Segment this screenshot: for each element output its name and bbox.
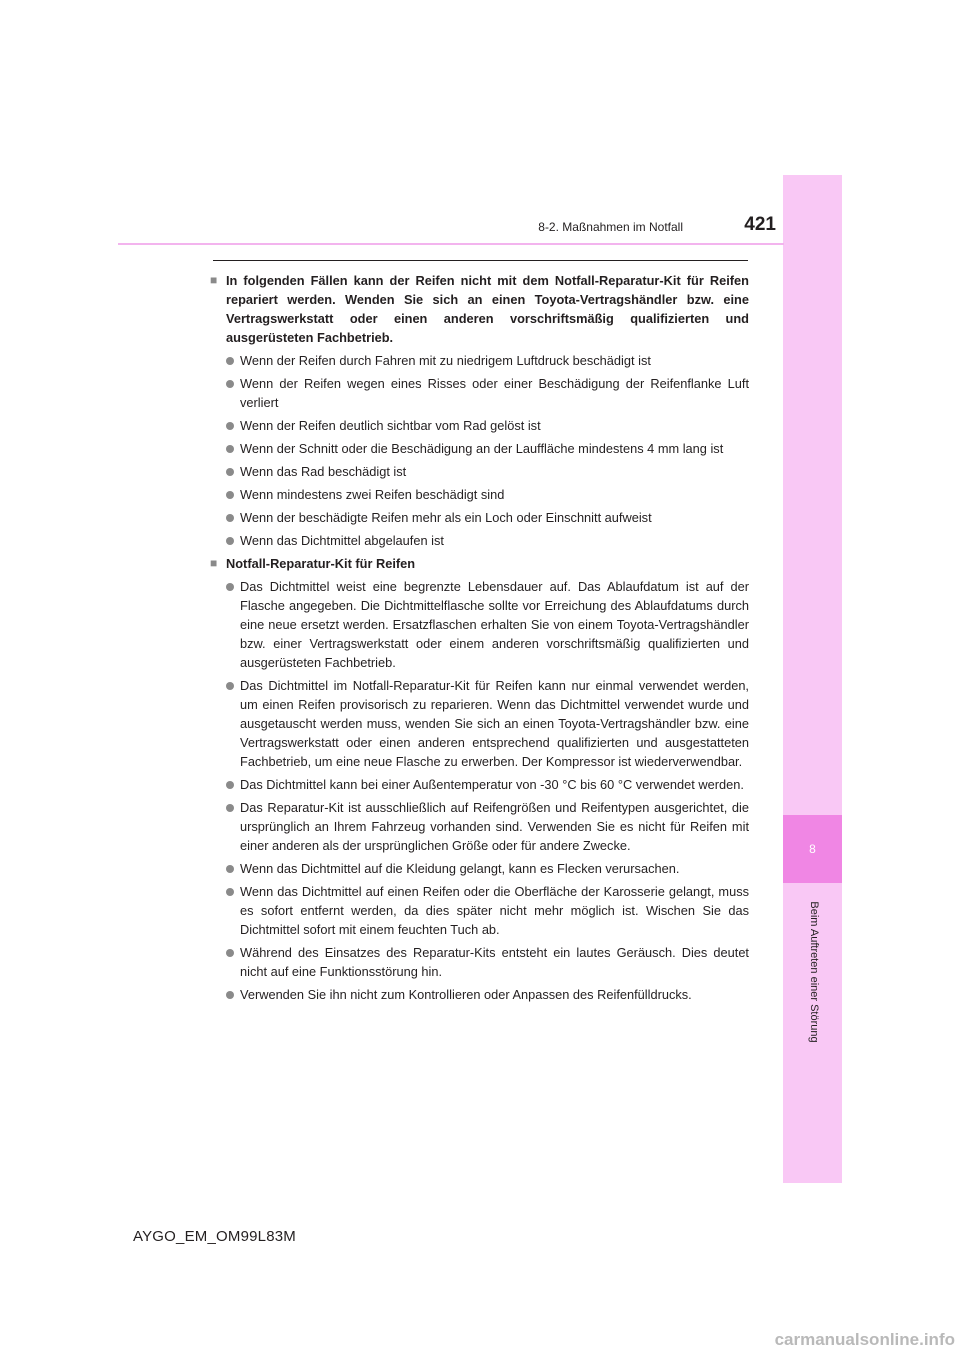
- list-item: Das Reparatur-Kit ist ausschließlich auf Reifengrößen und Reifentypen ausgerichtet, die ursprünglich an Ihrem Fahrzeug vorhanden sind. Verwenden Sie es nicht für Reifen mit einer anderen als der ursprünglichen Größe oder für andere Zwecke.: [210, 798, 749, 855]
- heading-text: In folgenden Fällen kann der Reifen nicht mit dem Notfall-Reparatur-Kit für Reifen repariert werden. Wenden Sie sich an einen Toyota-Vertragshändler bzw. eine Vertragswerkstatt oder einen anderen vorschriftsmäßig qualifizierten und ausgerüsteten Fachbetrieb.: [226, 273, 749, 345]
- list-item: Wenn der Schnitt oder die Beschädigung an der Lauffläche mindestens 4 mm lang ist: [210, 439, 749, 458]
- list-item: Wenn das Dichtmittel auf einen Reifen oder die Oberfläche der Karosserie gelangt, muss es sofort entfernt werden, da dies später nicht mehr möglich ist. Wischen Sie das Dichtmittel sofort mit einem feuchten Tuch ab.: [210, 882, 749, 939]
- square-bullet-icon: ■: [210, 556, 218, 570]
- list-item: Wenn der Reifen deutlich sichtbar vom Rad gelöst ist: [210, 416, 749, 435]
- bullet-dot-icon: [226, 991, 234, 999]
- bullet-dot-icon: [226, 537, 234, 545]
- list-item: Wenn das Dichtmittel abgelaufen ist: [210, 531, 749, 550]
- list-item: Das Dichtmittel kann bei einer Außentemperatur von -30 °C bis 60 °C verwendet werden.: [210, 775, 749, 794]
- list-item: Wenn der Reifen durch Fahren mit zu niedrigem Luftdruck beschädigt ist: [210, 351, 749, 370]
- bullet-dot-icon: [226, 468, 234, 476]
- chapter-title-vertical: Beim Auftreten einer Störung: [808, 901, 820, 1043]
- list-item: Wenn der Reifen wegen eines Risses oder einer Beschädigung der Reifenflanke Luft verliert: [210, 374, 749, 412]
- header-divider: [118, 243, 784, 245]
- list-item: Das Dichtmittel im Notfall-Reparatur-Kit für Reifen kann nur einmal verwendet werden, um einen Reifen provisorisch zu reparieren. Wenn das Dichtmittel verwendet wurde und ausgetauscht werden muss, wenden Sie sich an einen Toyota-Vertragshändler bzw. eine Vertragswerkstatt oder einen anderen entsprechend qualifizierten und ausgestatteten Fachbetrieb, um eine neue Flasche zu erwerben. Der Kompressor ist wiederverwendbar.: [210, 676, 749, 771]
- heading-text: Notfall-Reparatur-Kit für Reifen: [226, 556, 416, 571]
- list-item: Wenn das Rad beschädigt ist: [210, 462, 749, 481]
- bullet-dot-icon: [226, 781, 234, 789]
- bullet-dot-icon: [226, 865, 234, 873]
- bullet-dot-icon: [226, 491, 234, 499]
- bullet-dot-icon: [226, 804, 234, 812]
- main-content: [210, 267, 749, 1004]
- page-number: 421: [744, 214, 776, 235]
- list-item: Wenn das Dichtmittel auf die Kleidung gelangt, kann es Flecken verursachen.: [210, 859, 749, 878]
- bullet-dot-icon: [226, 949, 234, 957]
- watermark-link[interactable]: carmanualsonline.info: [774, 1330, 955, 1349]
- bullet-dot-icon: [226, 682, 234, 690]
- bullet-dot-icon: [226, 357, 234, 365]
- section-title: 8-2. Maßnahmen im Notfall: [538, 220, 683, 234]
- section-heading: [210, 554, 749, 573]
- list-item: Verwenden Sie ihn nicht zum Kontrollieren oder Anpassen des Reifenfülldrucks.: [210, 985, 749, 1004]
- bullet-dot-icon: [226, 422, 234, 430]
- content-top-rule: [213, 260, 748, 261]
- bullet-dot-icon: [226, 583, 234, 591]
- square-bullet-icon: ■: [210, 273, 218, 287]
- bullet-dot-icon: [226, 888, 234, 896]
- chapter-number: 8: [809, 842, 816, 856]
- section-heading: [210, 271, 749, 347]
- chapter-number-tab: [783, 815, 842, 883]
- list-item: Wenn der beschädigte Reifen mehr als ein Loch oder Einschnitt aufweist: [210, 508, 749, 527]
- document-code: AYGO_EM_OM99L83M: [133, 1228, 296, 1245]
- bullet-dot-icon: [226, 380, 234, 388]
- list-item: Während des Einsatzes des Reparatur-Kits entsteht ein lautes Geräusch. Dies deutet nicht auf eine Funktionsstörung hin.: [210, 943, 749, 981]
- bullet-dot-icon: [226, 445, 234, 453]
- list-item: Das Dichtmittel weist eine begrenzte Lebensdauer auf. Das Ablaufdatum ist auf der Flasche angegeben. Die Dichtmittelflasche sollte vor Erreichung des Ablaufdatums durch eine neue ersetzt werden. Ersatzflaschen erhalten Sie von einem Toyota-Vertragshändler bzw. einer Vertragswerkstatt oder einem anderen vorschriftsmäßig qualifizierten und ausgerüsteten Fachbetrieb.: [210, 577, 749, 672]
- bullet-dot-icon: [226, 514, 234, 522]
- list-item: Wenn mindestens zwei Reifen beschädigt sind: [210, 485, 749, 504]
